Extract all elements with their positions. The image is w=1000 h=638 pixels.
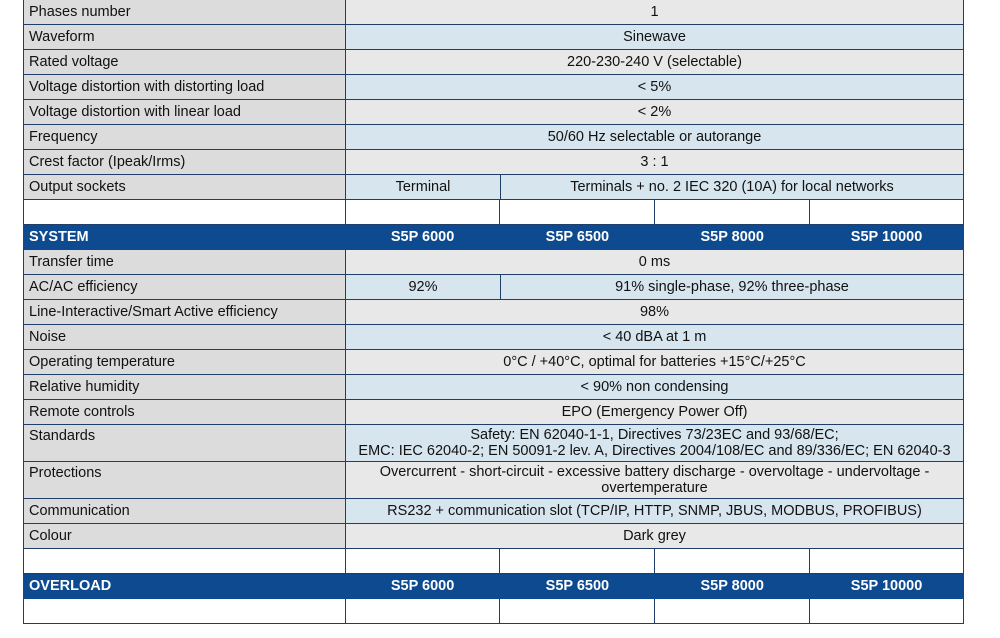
empty-cell bbox=[809, 599, 964, 623]
row-value: < 2% bbox=[345, 100, 964, 124]
table-row-empty bbox=[23, 200, 964, 225]
row-value-a: 92% bbox=[345, 275, 500, 299]
row-value-line: Overcurrent - short-circuit - excessive battery discharge - overvoltage - undervoltage - bbox=[379, 464, 930, 480]
row-value: Sinewave bbox=[345, 25, 964, 49]
empty-cell bbox=[499, 200, 654, 224]
section-title: OVERLOAD bbox=[23, 574, 345, 598]
table-row bbox=[23, 499, 964, 524]
row-label: Voltage distortion with linear load bbox=[23, 100, 345, 124]
row-label: Remote controls bbox=[23, 400, 345, 424]
section-title: SYSTEM bbox=[23, 225, 345, 249]
empty-cell bbox=[23, 200, 345, 224]
row-label: Noise bbox=[23, 325, 345, 349]
row-label: Frequency bbox=[23, 125, 345, 149]
row-label: Line-Interactive/Smart Active efficiency bbox=[23, 300, 345, 324]
row-value bbox=[345, 462, 964, 498]
row-value: 0°C / +40°C, optimal for batteries +15°C/+25°C bbox=[345, 350, 964, 374]
row-value: 50/60 Hz selectable or autorange bbox=[345, 125, 964, 149]
row-value bbox=[345, 425, 964, 461]
model-column-header: S5P 8000 bbox=[654, 574, 809, 598]
row-label: Crest factor (Ipeak/Irms) bbox=[23, 150, 345, 174]
row-value-b: 91% single-phase, 92% three-phase bbox=[500, 275, 964, 299]
table-row bbox=[23, 125, 964, 150]
row-value-line: overtemperature bbox=[601, 480, 708, 496]
table-row bbox=[23, 400, 964, 425]
empty-cell bbox=[654, 599, 809, 623]
row-value: Dark grey bbox=[345, 524, 964, 548]
row-value: < 5% bbox=[345, 75, 964, 99]
table-row bbox=[23, 0, 964, 25]
row-label: Waveform bbox=[23, 25, 345, 49]
empty-cell bbox=[345, 549, 500, 573]
row-value: 1 bbox=[345, 0, 964, 24]
model-column-header: S5P 10000 bbox=[809, 574, 964, 598]
empty-cell bbox=[345, 200, 500, 224]
table-row bbox=[23, 325, 964, 350]
row-value: 220-230-240 V (selectable) bbox=[345, 50, 964, 74]
table-row bbox=[23, 175, 964, 200]
table-row bbox=[23, 75, 964, 100]
empty-cell bbox=[499, 549, 654, 573]
empty-cell bbox=[654, 200, 809, 224]
table-row bbox=[23, 275, 964, 300]
row-value-b: Terminals + no. 2 IEC 320 (10A) for local networks bbox=[500, 175, 964, 199]
model-column-header: S5P 6500 bbox=[499, 574, 654, 598]
row-label: Voltage distortion with distorting load bbox=[23, 75, 345, 99]
row-label: Relative humidity bbox=[23, 375, 345, 399]
empty-cell bbox=[345, 599, 500, 623]
table-row bbox=[23, 375, 964, 400]
row-label: Operating temperature bbox=[23, 350, 345, 374]
model-column-header: S5P 8000 bbox=[654, 225, 809, 249]
table-row bbox=[23, 25, 964, 50]
row-label: AC/AC efficiency bbox=[23, 275, 345, 299]
empty-cell bbox=[654, 549, 809, 573]
row-label: Transfer time bbox=[23, 250, 345, 274]
spec-table bbox=[23, 0, 964, 624]
section-header-overload bbox=[23, 574, 964, 599]
row-label: Output sockets bbox=[23, 175, 345, 199]
row-label: Colour bbox=[23, 524, 345, 548]
table-row bbox=[23, 250, 964, 275]
row-value: EPO (Emergency Power Off) bbox=[345, 400, 964, 424]
table-row bbox=[23, 425, 964, 462]
table-row bbox=[23, 150, 964, 175]
table-row-empty bbox=[23, 599, 964, 624]
empty-cell bbox=[809, 200, 964, 224]
table-row-empty bbox=[23, 549, 964, 574]
empty-cell bbox=[809, 549, 964, 573]
model-column-header: S5P 6500 bbox=[499, 225, 654, 249]
row-label: Standards bbox=[23, 425, 345, 461]
row-label: Communication bbox=[23, 499, 345, 523]
row-label: Rated voltage bbox=[23, 50, 345, 74]
empty-cell bbox=[499, 599, 654, 623]
table-row bbox=[23, 350, 964, 375]
row-value: < 40 dBA at 1 m bbox=[345, 325, 964, 349]
row-value: 0 ms bbox=[345, 250, 964, 274]
model-column-header: S5P 6000 bbox=[345, 574, 500, 598]
table-row bbox=[23, 100, 964, 125]
section-header-system bbox=[23, 225, 964, 250]
row-label: Phases number bbox=[23, 0, 345, 24]
model-column-header: S5P 6000 bbox=[345, 225, 500, 249]
table-row bbox=[23, 300, 964, 325]
row-value: 3 : 1 bbox=[345, 150, 964, 174]
model-column-header: S5P 10000 bbox=[809, 225, 964, 249]
table-row bbox=[23, 524, 964, 549]
row-value-line: Safety: EN 62040-1-1, Directives 73/23EC and 93/68/EC; bbox=[470, 427, 839, 443]
row-value: 98% bbox=[345, 300, 964, 324]
row-value-a: Terminal bbox=[345, 175, 500, 199]
table-row bbox=[23, 462, 964, 499]
row-value: RS232 + communication slot (TCP/IP, HTTP, SNMP, JBUS, MODBUS, PROFIBUS) bbox=[345, 499, 964, 523]
empty-cell bbox=[23, 549, 345, 573]
row-value-line: EMC: IEC 62040-2; EN 50091-2 lev. A, Directives 2004/108/EC and 89/336/EC; EN 62040-3 bbox=[358, 443, 951, 459]
empty-cell bbox=[23, 599, 345, 623]
table-row bbox=[23, 50, 964, 75]
row-value: < 90% non condensing bbox=[345, 375, 964, 399]
row-label: Protections bbox=[23, 462, 345, 498]
